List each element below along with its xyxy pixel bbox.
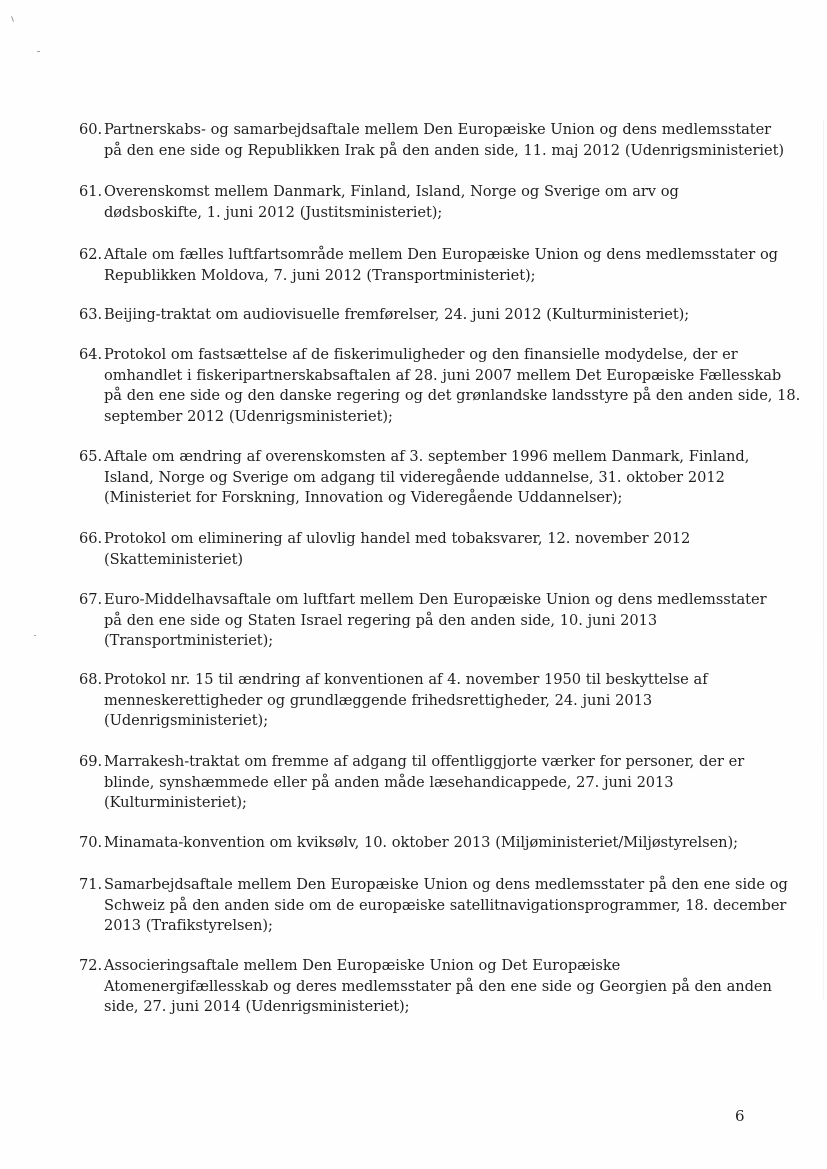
item-line: Samarbejdsaftale mellem Den Europæiske Union og dens medlemsstater på den ene side og xyxy=(104,876,788,893)
item-number: 71. xyxy=(79,876,103,893)
item-text xyxy=(104,529,759,570)
list-item-64 xyxy=(79,345,801,427)
item-line: Protokol om fastsættelse af de fiskerimuligheder og den finansielle modydelse, der er xyxy=(104,346,738,363)
item-line: Island, Norge og Sverige om adgang til videregående uddannelse, 31. oktober 2012 xyxy=(104,468,725,486)
item-text xyxy=(104,670,759,732)
list-item-66 xyxy=(79,529,759,570)
item-line: Atomenergifællesskab og deres medlemsstater på den ene side og Georgien på den anden xyxy=(104,977,772,995)
item-line: Aftale om fælles luftfartsområde mellem Den Europæiske Union og dens medlemsstater og xyxy=(104,246,778,263)
item-line: omhandlet i fiskeripartnerskabsaftalen af 28. juni 2007 mellem Det Europæiske Fællesskab xyxy=(104,366,782,384)
item-line: Overenskomst mellem Danmark, Finland, Island, Norge og Sverige om arv og xyxy=(104,183,679,200)
item-line: Protokol nr. 15 til ændring af konventionen af 4. november 1950 til beskyttelse af xyxy=(104,671,708,688)
item-line: (Kulturministeriet); xyxy=(104,794,247,811)
list-item-65 xyxy=(79,447,759,509)
item-number: 69. xyxy=(79,753,103,770)
item-number: 61. xyxy=(79,183,103,200)
item-line: 2013 (Trafikstyrelsen); xyxy=(104,917,273,934)
item-number: 64. xyxy=(79,346,103,363)
list-item-61 xyxy=(79,182,759,223)
item-text xyxy=(104,447,759,509)
item-text xyxy=(104,956,772,1018)
item-line: Euro-Middelhavsaftale om luftfart mellem Den Europæiske Union og dens medlemsstater xyxy=(104,591,767,608)
item-line: side, 27. juni 2014 (Udenrigsministeriet); xyxy=(104,998,410,1015)
list-item-63 xyxy=(79,305,759,326)
item-line: (Transportministeriet); xyxy=(104,632,274,649)
list-item-67 xyxy=(79,590,767,652)
item-line: (Udenrigsministeriet); xyxy=(104,712,269,729)
list-item-62 xyxy=(79,245,778,286)
item-line: Aftale om ændring af overenskomsten af 3. september 1996 mellem Danmark, Finland, xyxy=(104,448,750,465)
item-text xyxy=(104,182,759,223)
page-number: 6 xyxy=(735,1107,745,1125)
item-text xyxy=(104,245,778,286)
item-line: blinde, synshæmmede eller på anden måde læsehandicappede, 27. juni 2013 xyxy=(104,773,674,791)
item-text xyxy=(104,752,759,814)
item-line: Republikken Moldova, 7. juni 2012 (Transportministeriet); xyxy=(104,266,536,284)
list-item-60 xyxy=(79,120,785,161)
item-number: 68. xyxy=(79,671,103,688)
item-line: Beijing-traktat om audiovisuelle fremførelser, 24. juni 2012 (Kulturministeriet); xyxy=(104,306,690,323)
item-line: Associeringsaftale mellem Den Europæiske Union og Det Europæiske xyxy=(104,957,621,974)
item-line: Partnerskabs- og samarbejdsaftale mellem Den Europæiske Union og dens medlemsstater xyxy=(104,121,772,138)
item-line: på den ene side og Staten Israel regering på den anden side, 10. juni 2013 xyxy=(104,611,658,629)
item-text xyxy=(104,590,767,652)
item-number: 65. xyxy=(79,448,103,465)
item-line: Marrakesh-traktat om fremme af adgang til offentliggjorte værker for personer, der er xyxy=(104,753,745,770)
list-item-68 xyxy=(79,670,759,732)
list-item-69 xyxy=(79,752,759,814)
item-number: 63. xyxy=(79,306,103,323)
list-item-71 xyxy=(79,875,788,937)
item-line: Schweiz på den anden side om de europæiske satellitnavigationsprogrammer, 18. december xyxy=(104,896,787,914)
item-number: 62. xyxy=(79,246,103,263)
item-text xyxy=(104,305,759,326)
item-line: på den ene side og Republikken Irak på den anden side, 11. maj 2012 (Udenrigsministeriet) xyxy=(104,141,785,159)
item-line: dødsboskifte, 1. juni 2012 (Justitsministeriet); xyxy=(104,203,443,221)
list-item-70 xyxy=(79,833,759,854)
item-text xyxy=(104,120,784,161)
item-number: 60. xyxy=(79,121,103,138)
item-line: (Skatteministeriet) xyxy=(104,550,244,568)
item-text xyxy=(104,833,759,854)
item-number: 67. xyxy=(79,591,103,608)
item-line: Minamata-konvention om kviksølv, 10. oktober 2013 (Miljøministeriet/Miljøstyrelsen); xyxy=(104,834,739,851)
item-line: Protokol om eliminering af ulovlig handel med tobaksvarer, 12. november 2012 xyxy=(104,530,691,547)
item-number: 72. xyxy=(79,957,103,974)
item-number: 66. xyxy=(79,530,103,547)
item-text xyxy=(104,345,800,427)
item-line: (Ministeriet for Forskning, Innovation og Videregående Uddannelser); xyxy=(104,489,623,506)
item-text xyxy=(104,875,788,937)
item-line: på den ene side og den danske regering og det grønlandske landsstyre på den anden side, 18. xyxy=(104,387,801,404)
item-line: menneskerettigheder og grundlæggende frihedsrettigheder, 24. juni 2013 xyxy=(104,691,653,709)
item-number: 70. xyxy=(79,834,103,851)
item-line: september 2012 (Udenrigsministeriet); xyxy=(104,407,393,425)
list-item-72 xyxy=(79,956,772,1018)
